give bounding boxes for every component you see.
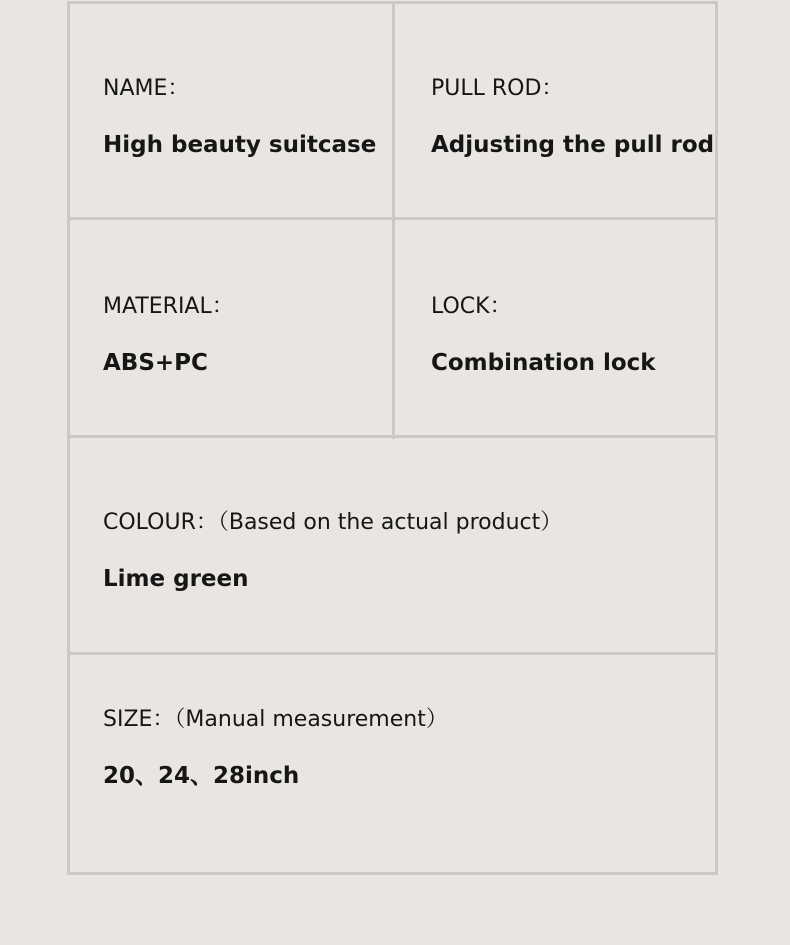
spec-value-colour: Lime green (103, 566, 249, 592)
spec-label-pull-rod: PULL ROD： (431, 76, 564, 101)
spec-cell-pull-rod (395, 4, 715, 217)
spec-label-name: NAME： (103, 76, 190, 101)
spec-cell-material (70, 220, 392, 435)
spec-value-size: 20、24、28inch (103, 763, 300, 789)
spec-label-colour: COLOUR：（Based on the actual product） (103, 510, 563, 535)
spec-cell-lock (395, 220, 715, 435)
spec-label-size: SIZE：（Manual measurement） (103, 707, 448, 732)
spec-label-lock: LOCK： (431, 294, 512, 319)
spec-cell-size (70, 655, 715, 872)
spec-value-pull-rod: Adjusting the pull rod (431, 132, 715, 158)
spec-value-material: ABS+PC (103, 350, 208, 376)
spec-label-material: MATERIAL： (103, 294, 234, 319)
spec-cell-colour (70, 438, 715, 652)
spec-value-name: High beauty suitcase (103, 132, 377, 158)
spec-cell-name (70, 4, 392, 217)
spec-table (67, 1, 718, 875)
spec-value-lock: Combination lock (431, 350, 656, 376)
